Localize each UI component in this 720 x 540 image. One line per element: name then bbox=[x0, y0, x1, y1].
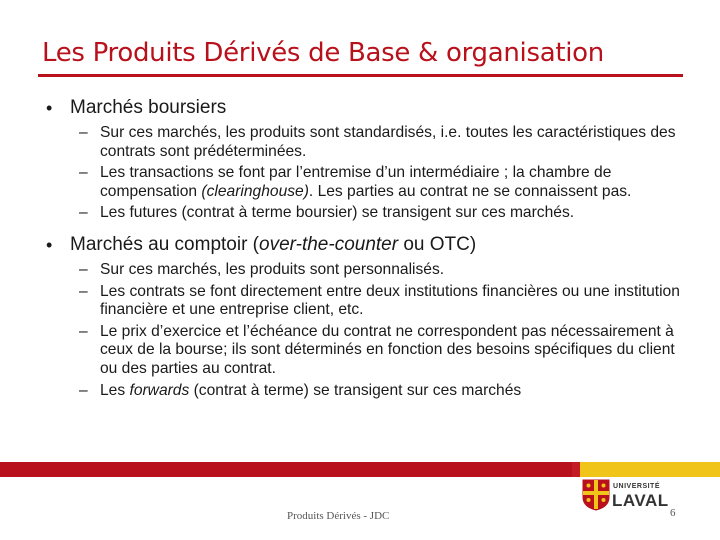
bullet-heading: ou OTC) bbox=[398, 233, 477, 255]
sub-item bbox=[28, 283, 698, 320]
sub-list-comptoir bbox=[28, 261, 698, 400]
logo-line2: LAVAL bbox=[612, 491, 669, 510]
sub-item-italic: forwards bbox=[129, 381, 190, 399]
logo-line1: UNIVERSITÉ bbox=[613, 483, 661, 490]
slide-content bbox=[28, 92, 698, 403]
bullet-heading: Marchés boursiers bbox=[70, 97, 227, 118]
sub-item-italic: (clearinghouse) bbox=[201, 182, 309, 200]
sub-item-text: . Les parties au contrat ne se connaissent pas. bbox=[308, 182, 632, 200]
footer-text: Produits Dérivés - JDC bbox=[287, 510, 390, 522]
sub-item-text: Les bbox=[100, 381, 130, 399]
bullet-marches-comptoir bbox=[28, 233, 698, 257]
slide-title: Les Produits Dérivés de Base & organisation bbox=[42, 38, 604, 68]
sub-item-text: Les futures (contrat à terme boursier) se transigent sur ces marchés. bbox=[100, 204, 575, 222]
university-laval-crest-icon bbox=[582, 479, 610, 511]
title-underline bbox=[38, 74, 683, 77]
sub-item bbox=[28, 164, 698, 201]
bullet-heading: Marchés au comptoir ( bbox=[70, 233, 260, 255]
sub-list-boursiers bbox=[28, 124, 698, 223]
sub-item-text: Sur ces marchés, les produits sont standardisés, i.e. toutes les caractéristiques des contrats sont prédéterminées. bbox=[100, 124, 676, 160]
sub-item bbox=[28, 382, 698, 401]
bullet-marches-boursiers bbox=[28, 96, 698, 120]
sub-item-text: Le prix d’exercice et l’échéance du contrat ne correspondent pas nécessairement à ceux de la bourse; ils sont déterminés en fonction des besoins spécifiques du client ou des parties au contrat. bbox=[100, 322, 675, 377]
footer-gold-band bbox=[580, 462, 720, 477]
sub-item bbox=[28, 261, 698, 280]
sub-item bbox=[28, 124, 698, 161]
sub-item-text: Les contrats se font directement entre deux institutions financières ou une institution financière et une entreprise client, etc. bbox=[100, 282, 680, 319]
page-number: 6 bbox=[670, 507, 676, 519]
sub-item bbox=[28, 204, 698, 223]
sub-item bbox=[28, 323, 698, 379]
bullet-heading-italic: over-the-counter bbox=[259, 233, 399, 255]
footer-red-band bbox=[0, 462, 580, 477]
sub-item-text: Les transactions se font par l’entremise d’un intermédiaire ; la chambre de compensation bbox=[100, 164, 612, 200]
university-logo bbox=[582, 479, 672, 513]
sub-item-text: (contrat à terme) se transigent sur ces marchés bbox=[189, 381, 522, 399]
sub-item-text: Sur ces marchés, les produits sont personnalisés. bbox=[100, 260, 445, 278]
